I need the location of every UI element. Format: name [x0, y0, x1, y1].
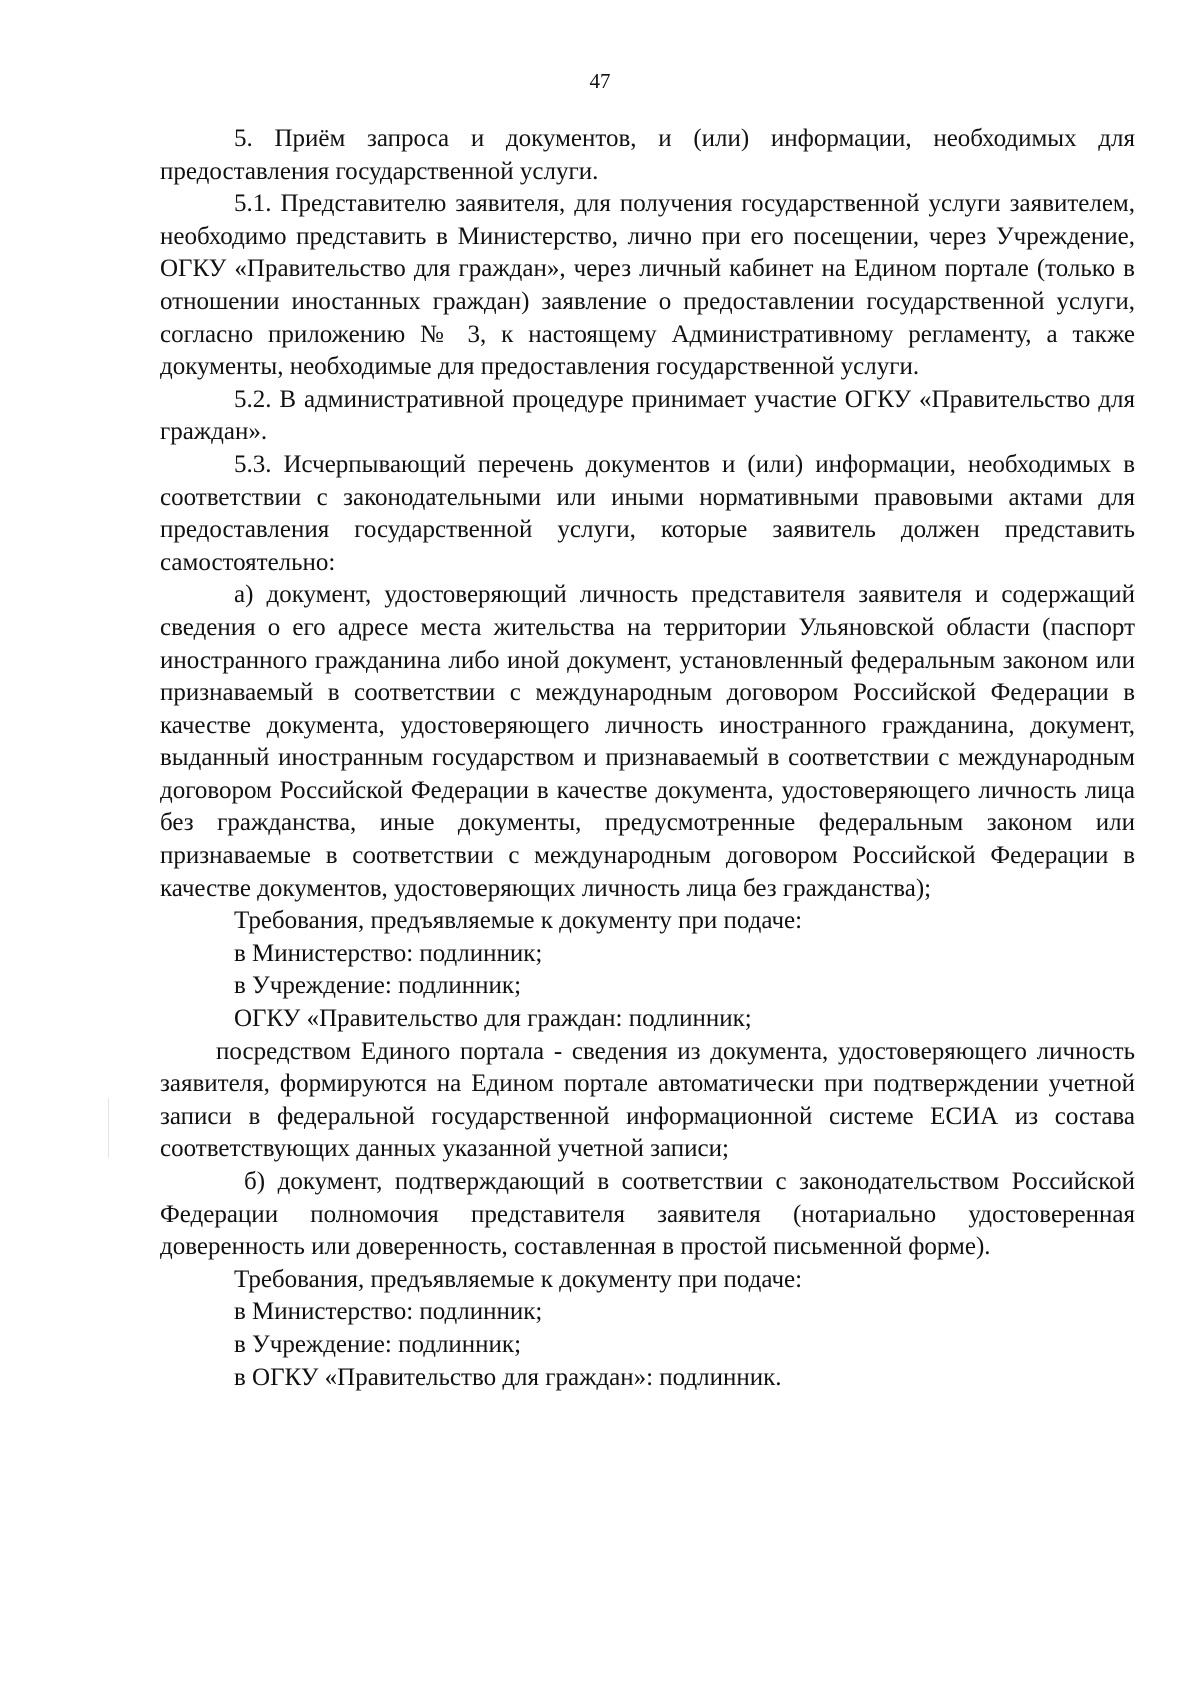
requirement-institution-b: в Учреждение: подлинник; [234, 1330, 522, 1358]
requirement-ogku-a: ОГКУ «Правительство для граждан: подлинник; [234, 1005, 752, 1033]
requirement-ministry-a: в Министерство: подлинник; [234, 939, 543, 967]
paragraph-section-5: 5. Приём запроса и документов, и (или) информации, необходимых для предоставления государственной услуги. [160, 125, 1135, 185]
paragraph-section-5-1: 5.1. Представителю заявителя, для получения государственной услуги заявителем, необходимо представить в Министерство, лично при его посещении, через Учреждение, ОГКУ «Правительство для граждан», через личный кабинет на Едином портале (только в отношении иностанных граждан) заявление о предоставлении государственной услуги, согласно приложению № 3, к настоящему Административному регламенту, а также документы, необходимые для предоставления государственной услуги. [160, 190, 1135, 381]
document-body [160, 123, 1135, 1394]
paragraph-item-a: а) документ, удостоверяющий личность представителя заявителя и содержащий сведения о его адресе места жительства на территории Ульяновской области (паспорт иностранного гражданина либо иной документ, установленный федеральным законом или признаваемый в соответствии с международным договором Российской Федерации в качестве документа, удостоверяющего личность иностранного гражданина, документ, выданный иностранным государством и признаваемый в соответствии с международным договором Российской Федерации в качестве документа, удостоверяющего личность лица без гражданства, иные документы, предусмотренные федеральным законом или признаваемые в соответствии с международным договором Российской Федерации в качестве документов, удостоверяющих личность лица без гражданства); [160, 581, 1135, 902]
requirement-institution-a: в Учреждение: подлинник; [234, 972, 522, 1000]
margin-scan-mark [108, 1098, 109, 1158]
paragraph-unified-portal: посредством Единого портала - сведения из документа, удостоверяющего личность заявителя, формируются на Едином портале автоматически при подтверждении учетной записи в федеральной государственной информационной системе ЕСИА из состава соответствующих данных указанной учетной записи; [160, 1037, 1135, 1163]
requirement-ministry-b: в Министерство: подлинник; [234, 1298, 543, 1326]
requirements-heading-b: Требования, предъявляемые к документу при подаче: [234, 1265, 803, 1293]
paragraph-section-5-2: 5.2. В административной процедуре принимает участие ОГКУ «Правительство для граждан». [160, 385, 1135, 446]
requirement-ogku-b: в ОГКУ «Правительство для граждан»: подлинник. [234, 1363, 782, 1391]
paragraph-item-b: б) документ, подтверждающий в соответствии с законодательством Российской Федерации полномочия представителя заявителя (нотариально удостоверенная доверенность или доверенность, составленная в простой письменной форме). [160, 1168, 1135, 1261]
requirements-heading-a: Требования, предъявляемые к документу при подаче: [234, 907, 803, 935]
paragraph-section-5-3: 5.3. Исчерпывающий перечень документов и (или) информации, необходимых в соответствии с законодательными или иными нормативными правовыми актами для предоставления государственной услуги, которые заявитель должен представить самостоятельно: [160, 450, 1135, 576]
page-number: 47 [589, 69, 611, 93]
